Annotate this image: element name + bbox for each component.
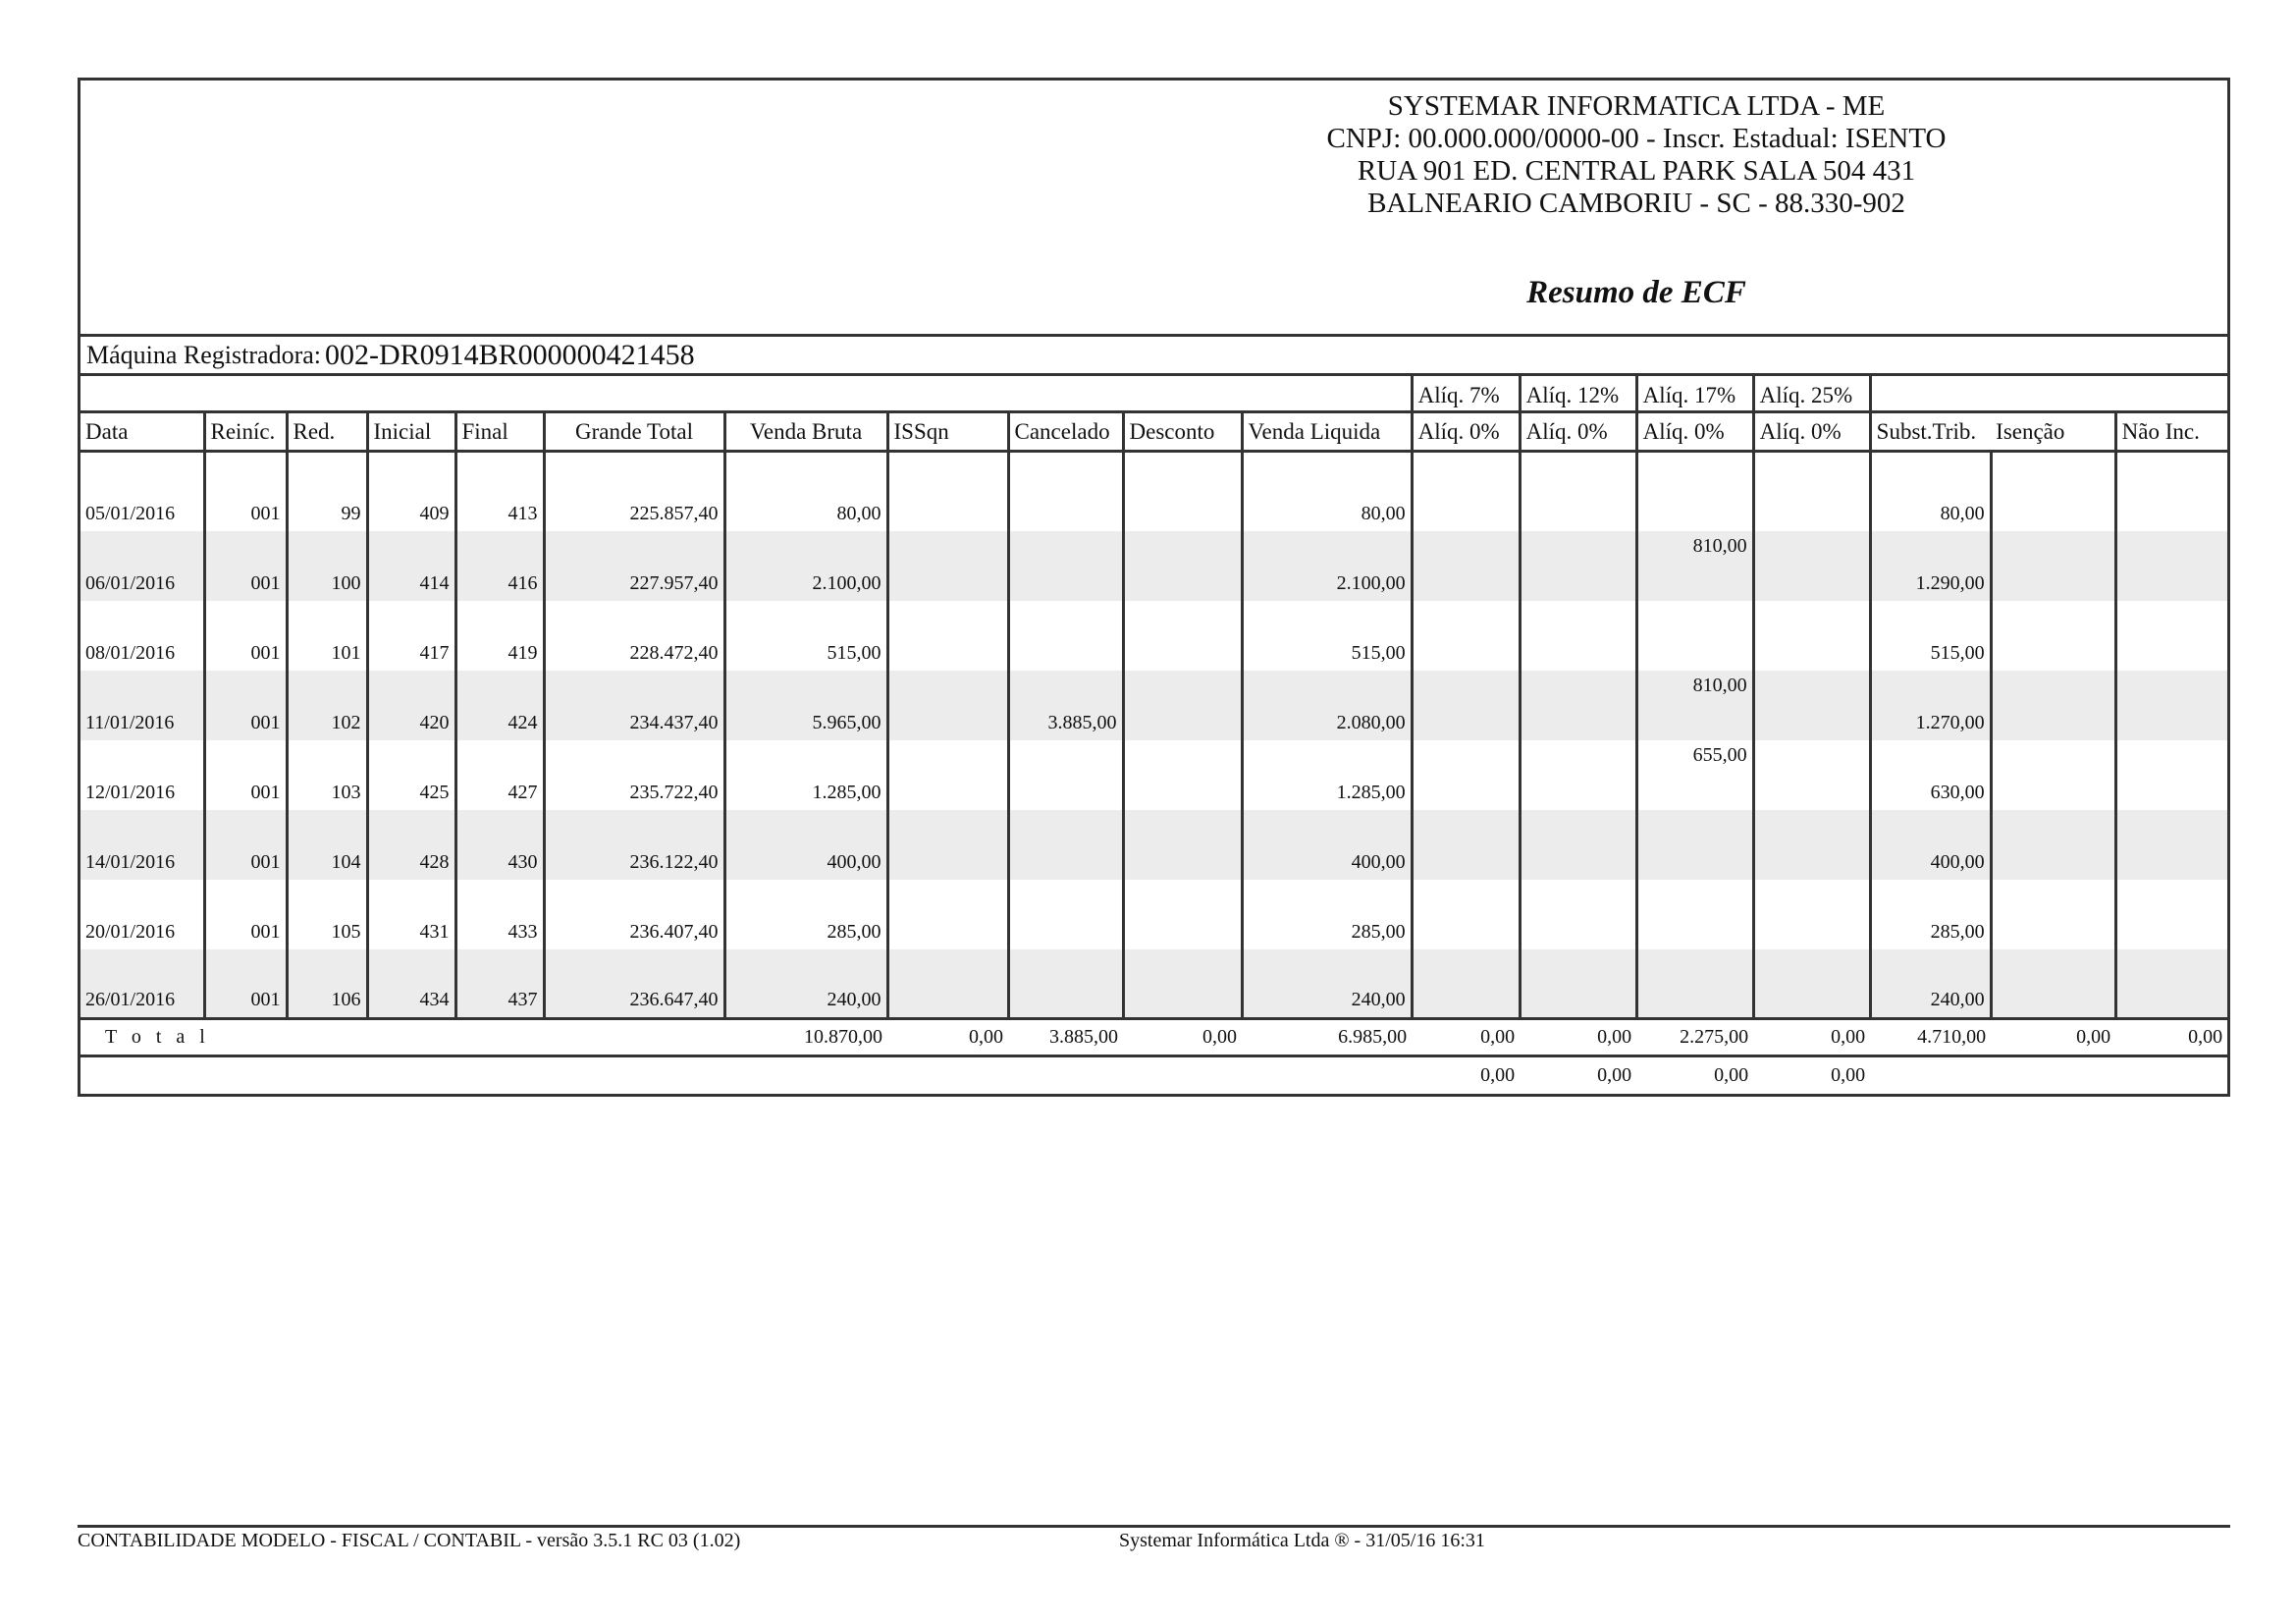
footer-timestamp: Systemar Informática Ltda ® - 31/05/16 16:31 (1119, 1530, 1485, 1551)
total-venda-liquida: 6.985,00 (1242, 1019, 1412, 1056)
report-title: Resumo de ECF (1526, 275, 1746, 310)
cell-issqn (887, 461, 1008, 531)
col-header-nao-inc: Não Inc. (2115, 412, 2227, 452)
cell-grande-total: 225.857,40 (544, 461, 724, 531)
cell-grande-total: 228.472,40 (544, 601, 724, 671)
cell-desconto (1123, 531, 1242, 601)
col-header-issqn: ISSqn (887, 412, 1008, 452)
cell-red: 101 (287, 601, 367, 671)
cell-aliq-17 (1636, 671, 1753, 740)
cell-subst-trib: 515,00 (1870, 601, 1991, 671)
cell-red: 103 (287, 740, 367, 810)
cell-reinic: 001 (204, 740, 287, 810)
total-aliq-0-1: 0,00 (1520, 1056, 1636, 1094)
cell-aliq-12 (1520, 810, 1636, 880)
cell-grande-total: 227.957,40 (544, 531, 724, 601)
cell-inicial: 434 (367, 949, 455, 1019)
col-header-venda-liquida: Venda Liquida (1242, 412, 1412, 452)
cell-venda-bruta: 240,00 (724, 949, 887, 1019)
machine-value: 002-DR0914BR000000421458 (325, 338, 695, 371)
cell-isencao (1991, 810, 2115, 880)
cell-aliq-7 (1412, 740, 1520, 810)
spacer-cell (1870, 452, 1991, 461)
spacer-cell (544, 452, 724, 461)
total-aliq-0-3: 0,00 (1753, 1056, 1870, 1094)
header-aliq-25: Alíq. 25% (1753, 375, 1870, 412)
cell-venda-liquida: 515,00 (1242, 601, 1412, 671)
table-row (80, 601, 2227, 671)
cell-aliq-17 (1636, 601, 1753, 671)
cell-grande-total: 236.647,40 (544, 949, 724, 1019)
cell-venda-bruta: 5.965,00 (724, 671, 887, 740)
footer-divider (78, 1525, 2230, 1528)
cell-venda-bruta: 400,00 (724, 810, 887, 880)
aliquota-spacer-right (1870, 375, 2227, 412)
table-row (80, 531, 2227, 601)
cell-aliq-25 (1753, 671, 1870, 740)
spacer-cell (204, 452, 287, 461)
cell-subst-trib: 285,00 (1870, 880, 1991, 949)
header-aliq-12: Alíq. 12% (1520, 375, 1636, 412)
cell-final: 419 (455, 601, 544, 671)
aliquota-header-row (80, 375, 2227, 412)
company-city: BALNEARIO CAMBORIU - SC - 88.330-902 (1367, 188, 1905, 219)
table-row (80, 740, 2227, 810)
cell-venda-liquida: 400,00 (1242, 810, 1412, 880)
cell-isencao (1991, 671, 2115, 740)
cell-inicial: 425 (367, 740, 455, 810)
total-aliq7: 0,00 (1412, 1019, 1520, 1056)
spacer-cell (1008, 452, 1123, 461)
cell-aliq-17 (1636, 880, 1753, 949)
cell-issqn (887, 810, 1008, 880)
cell-aliq-25 (1753, 740, 1870, 810)
col-header-inicial: Inicial (367, 412, 455, 452)
cell-cancelado (1008, 949, 1123, 1019)
header-aliq-17: Alíq. 17% (1636, 375, 1753, 412)
cell-date: 05/01/2016 (85, 502, 176, 524)
col-header-aliq-0-d: Alíq. 0% (1753, 412, 1870, 452)
cell-red: 102 (287, 671, 367, 740)
cell-isencao (1991, 880, 2115, 949)
col-header-final: Final (455, 412, 544, 452)
cell-final: 427 (455, 740, 544, 810)
machine-label: Máquina Registradora: (86, 340, 321, 369)
cell-issqn (887, 671, 1008, 740)
cell-isencao (1991, 461, 2115, 531)
total-venda-bruta: 10.870,00 (724, 1019, 887, 1056)
total-aliq-0-0: 0,00 (1412, 1056, 1520, 1094)
cell-grande-total: 236.122,40 (544, 810, 724, 880)
spacer-cell (1991, 452, 2115, 461)
cell-desconto (1123, 461, 1242, 531)
cell-aliq-17-value: 655,00 (1692, 743, 1747, 766)
machine-row (80, 334, 2227, 373)
col-header-isencao: Isenção (1991, 412, 2115, 452)
col-header-venda-bruta: Venda Bruta (724, 412, 887, 452)
cell-nao-inc (2115, 671, 2227, 740)
cell-subst-trib: 240,00 (1870, 949, 1991, 1019)
cell-issqn (887, 880, 1008, 949)
cell-inicial: 417 (367, 601, 455, 671)
cell-venda-bruta: 515,00 (724, 601, 887, 671)
cell-cancelado (1008, 531, 1123, 601)
cell-nao-inc (2115, 880, 2227, 949)
spacer-cell (1123, 452, 1242, 461)
cell-cancelado (1008, 461, 1123, 531)
cell-cancelado (1008, 880, 1123, 949)
cell-inicial: 420 (367, 671, 455, 740)
cell-aliq-12 (1520, 671, 1636, 740)
aliquota-spacer (80, 375, 1412, 412)
company-name: SYSTEMAR INFORMATICA LTDA - ME (1387, 90, 1886, 122)
cell-aliq-12 (1520, 740, 1636, 810)
cell-desconto (1123, 601, 1242, 671)
cell-desconto (1123, 880, 1242, 949)
cell-venda-bruta: 80,00 (724, 461, 887, 531)
cell-aliq-17 (1636, 740, 1753, 810)
cell-venda-liquida: 240,00 (1242, 949, 1412, 1019)
cell-subst-trib: 1.270,00 (1870, 671, 1991, 740)
cell-grande-total: 234.437,40 (544, 671, 724, 740)
cell-subst-trib: 630,00 (1870, 740, 1991, 810)
totals-aliq0-spacer-right (1870, 1056, 2227, 1094)
cell-nao-inc (2115, 949, 2227, 1019)
cell-subst-trib: 400,00 (1870, 810, 1991, 880)
cell-aliq-25 (1753, 531, 1870, 601)
cell-red: 100 (287, 531, 367, 601)
total-issqn: 0,00 (887, 1019, 1008, 1056)
cell-date: 08/01/2016 (85, 641, 176, 664)
totals-label: T o t a l (80, 1019, 724, 1056)
cell-grande-total: 236.407,40 (544, 880, 724, 949)
spacer-cell (367, 452, 455, 461)
cell-aliq-17-value: 810,00 (1692, 534, 1747, 557)
total-nao-inc: 0,00 (2115, 1019, 2227, 1056)
cell-venda-liquida: 2.080,00 (1242, 671, 1412, 740)
cell-aliq-12 (1520, 880, 1636, 949)
cell-nao-inc (2115, 531, 2227, 601)
total-isencao: 0,00 (1991, 1019, 2115, 1056)
ecf-summary-table (80, 373, 2227, 1094)
footer-program-info: CONTABILIDADE MODELO - FISCAL / CONTABIL - versão 3.5.1 RC 03 (1.02) (78, 1530, 741, 1551)
total-subst: 4.710,00 (1870, 1019, 1991, 1056)
totals-aliq0-row (80, 1056, 2227, 1094)
cell-aliq-7 (1412, 461, 1520, 531)
cell-desconto (1123, 810, 1242, 880)
cell-aliq-17 (1636, 531, 1753, 601)
cell-reinic: 001 (204, 531, 287, 601)
cell-reinic: 001 (204, 880, 287, 949)
cell-cancelado (1008, 740, 1123, 810)
spacer-cell (80, 452, 204, 461)
col-header-data: Data (80, 412, 204, 452)
cell-inicial: 428 (367, 810, 455, 880)
spacer-cell (455, 452, 544, 461)
cell-date: 14/01/2016 (80, 810, 204, 880)
cell-final: 416 (455, 531, 544, 601)
cell-date: 26/01/2016 (80, 949, 204, 1019)
table-row (80, 810, 2227, 880)
cell-aliq-7 (1412, 601, 1520, 671)
cell-aliq-25 (1753, 949, 1870, 1019)
spacer-cell (724, 452, 887, 461)
cell-aliq-17 (1636, 461, 1753, 531)
cell-venda-bruta: 285,00 (724, 880, 887, 949)
col-header-aliq-0-a: Alíq. 0% (1412, 412, 1520, 452)
column-header-row (80, 412, 2227, 452)
col-header-cancelado: Cancelado (1008, 412, 1123, 452)
cell-venda-bruta: 2.100,00 (724, 531, 887, 601)
cell-red: 105 (287, 880, 367, 949)
header-aliq-7: Alíq. 7% (1412, 375, 1520, 412)
cell-date: 20/01/2016 (85, 920, 176, 943)
table-row (80, 880, 2227, 949)
cell-aliq-7 (1412, 880, 1520, 949)
cell-aliq-7 (1412, 671, 1520, 740)
cell-reinic: 001 (204, 601, 287, 671)
cell-venda-liquida: 2.100,00 (1242, 531, 1412, 601)
cell-inicial: 431 (367, 880, 455, 949)
cell-final: 433 (455, 880, 544, 949)
cell-date: 11/01/2016 (80, 671, 204, 740)
cell-issqn (887, 601, 1008, 671)
totals-aliq0-spacer (80, 1056, 1412, 1094)
spacer-cell (1520, 452, 1636, 461)
report-sheet (78, 78, 2230, 1097)
cell-red: 104 (287, 810, 367, 880)
cell-final: 424 (455, 671, 544, 740)
cell-isencao (1991, 601, 2115, 671)
cell-final: 430 (455, 810, 544, 880)
cell-reinic: 001 (204, 949, 287, 1019)
cell-aliq-12 (1520, 461, 1636, 531)
spacer-cell (887, 452, 1008, 461)
col-header-reinic: Reiníc. (204, 412, 287, 452)
total-aliq17: 2.275,00 (1636, 1019, 1753, 1056)
cell-cancelado (1008, 810, 1123, 880)
col-header-red: Red. (287, 412, 367, 452)
cell-date: 06/01/2016 (80, 531, 204, 601)
total-aliq12: 0,00 (1520, 1019, 1636, 1056)
cell-final: 437 (455, 949, 544, 1019)
spacer-cell (2115, 452, 2227, 461)
cell-aliq-7 (1412, 949, 1520, 1019)
cell-desconto (1123, 949, 1242, 1019)
cell-nao-inc (2115, 601, 2227, 671)
spacer-cell (1412, 452, 1520, 461)
cell-inicial: 409 (367, 461, 455, 531)
table-row (80, 461, 2227, 531)
total-aliq-0-2: 0,00 (1636, 1056, 1753, 1094)
spacer-cell (1753, 452, 1870, 461)
cell-red: 99 (287, 461, 367, 531)
col-header-desconto: Desconto (1123, 412, 1242, 452)
cell-reinic: 001 (204, 461, 287, 531)
cell-red: 106 (287, 949, 367, 1019)
cell-desconto (1123, 740, 1242, 810)
cell-final: 413 (455, 461, 544, 531)
cell-nao-inc (2115, 810, 2227, 880)
cell-nao-inc (2115, 740, 2227, 810)
cell-aliq-25 (1753, 601, 1870, 671)
cell-nao-inc (2115, 461, 2227, 531)
cell-aliq-17 (1636, 949, 1753, 1019)
cell-reinic: 001 (204, 671, 287, 740)
cell-aliq-7 (1412, 810, 1520, 880)
cell-venda-liquida: 285,00 (1242, 880, 1412, 949)
cell-venda-liquida: 1.285,00 (1242, 740, 1412, 810)
table-row (80, 949, 2227, 1019)
cell-cancelado (1008, 601, 1123, 671)
total-aliq25: 0,00 (1753, 1019, 1870, 1056)
cell-reinic: 001 (204, 810, 287, 880)
cell-aliq-25 (1753, 810, 1870, 880)
cell-aliq-25 (1753, 461, 1870, 531)
cell-grande-total: 235.722,40 (544, 740, 724, 810)
report-header (80, 81, 2227, 334)
cell-venda-liquida: 80,00 (1242, 461, 1412, 531)
cell-issqn (887, 949, 1008, 1019)
spacer-cell (1242, 452, 1412, 461)
cell-aliq-17-value: 810,00 (1692, 674, 1747, 696)
cell-date: 12/01/2016 (85, 781, 176, 803)
col-header-aliq-0-b: Alíq. 0% (1520, 412, 1636, 452)
spacer-cell (287, 452, 367, 461)
col-header-subst-trib: Subst.Trib. (1870, 412, 1991, 452)
cell-inicial: 414 (367, 531, 455, 601)
company-cnpj: CNPJ: 00.000.000/0000-00 - Inscr. Estadual: ISENTO (1326, 123, 1947, 154)
cell-aliq-17 (1636, 810, 1753, 880)
spacer-cell (1636, 452, 1753, 461)
cell-subst-trib: 1.290,00 (1870, 531, 1991, 601)
cell-isencao (1991, 531, 2115, 601)
table-spacer-row (80, 452, 2227, 461)
cell-issqn (887, 740, 1008, 810)
col-header-aliq-0-c: Alíq. 0% (1636, 412, 1753, 452)
cell-subst-trib: 80,00 (1870, 461, 1991, 531)
cell-aliq-7 (1412, 531, 1520, 601)
cell-aliq-25 (1753, 880, 1870, 949)
company-street: RUA 901 ED. CENTRAL PARK SALA 504 431 (1357, 155, 1916, 187)
cell-aliq-12 (1520, 531, 1636, 601)
cell-issqn (887, 531, 1008, 601)
table-row (80, 671, 2227, 740)
cell-aliq-12 (1520, 601, 1636, 671)
cell-cancelado: 3.885,00 (1008, 671, 1123, 740)
cell-isencao (1991, 949, 2115, 1019)
totals-row (80, 1019, 2227, 1056)
cell-isencao (1991, 740, 2115, 810)
total-desconto: 0,00 (1123, 1019, 1242, 1056)
col-header-grande-total: Grande Total (544, 412, 724, 452)
cell-aliq-12 (1520, 949, 1636, 1019)
cell-venda-bruta: 1.285,00 (724, 740, 887, 810)
total-cancelado: 3.885,00 (1008, 1019, 1123, 1056)
cell-desconto (1123, 671, 1242, 740)
